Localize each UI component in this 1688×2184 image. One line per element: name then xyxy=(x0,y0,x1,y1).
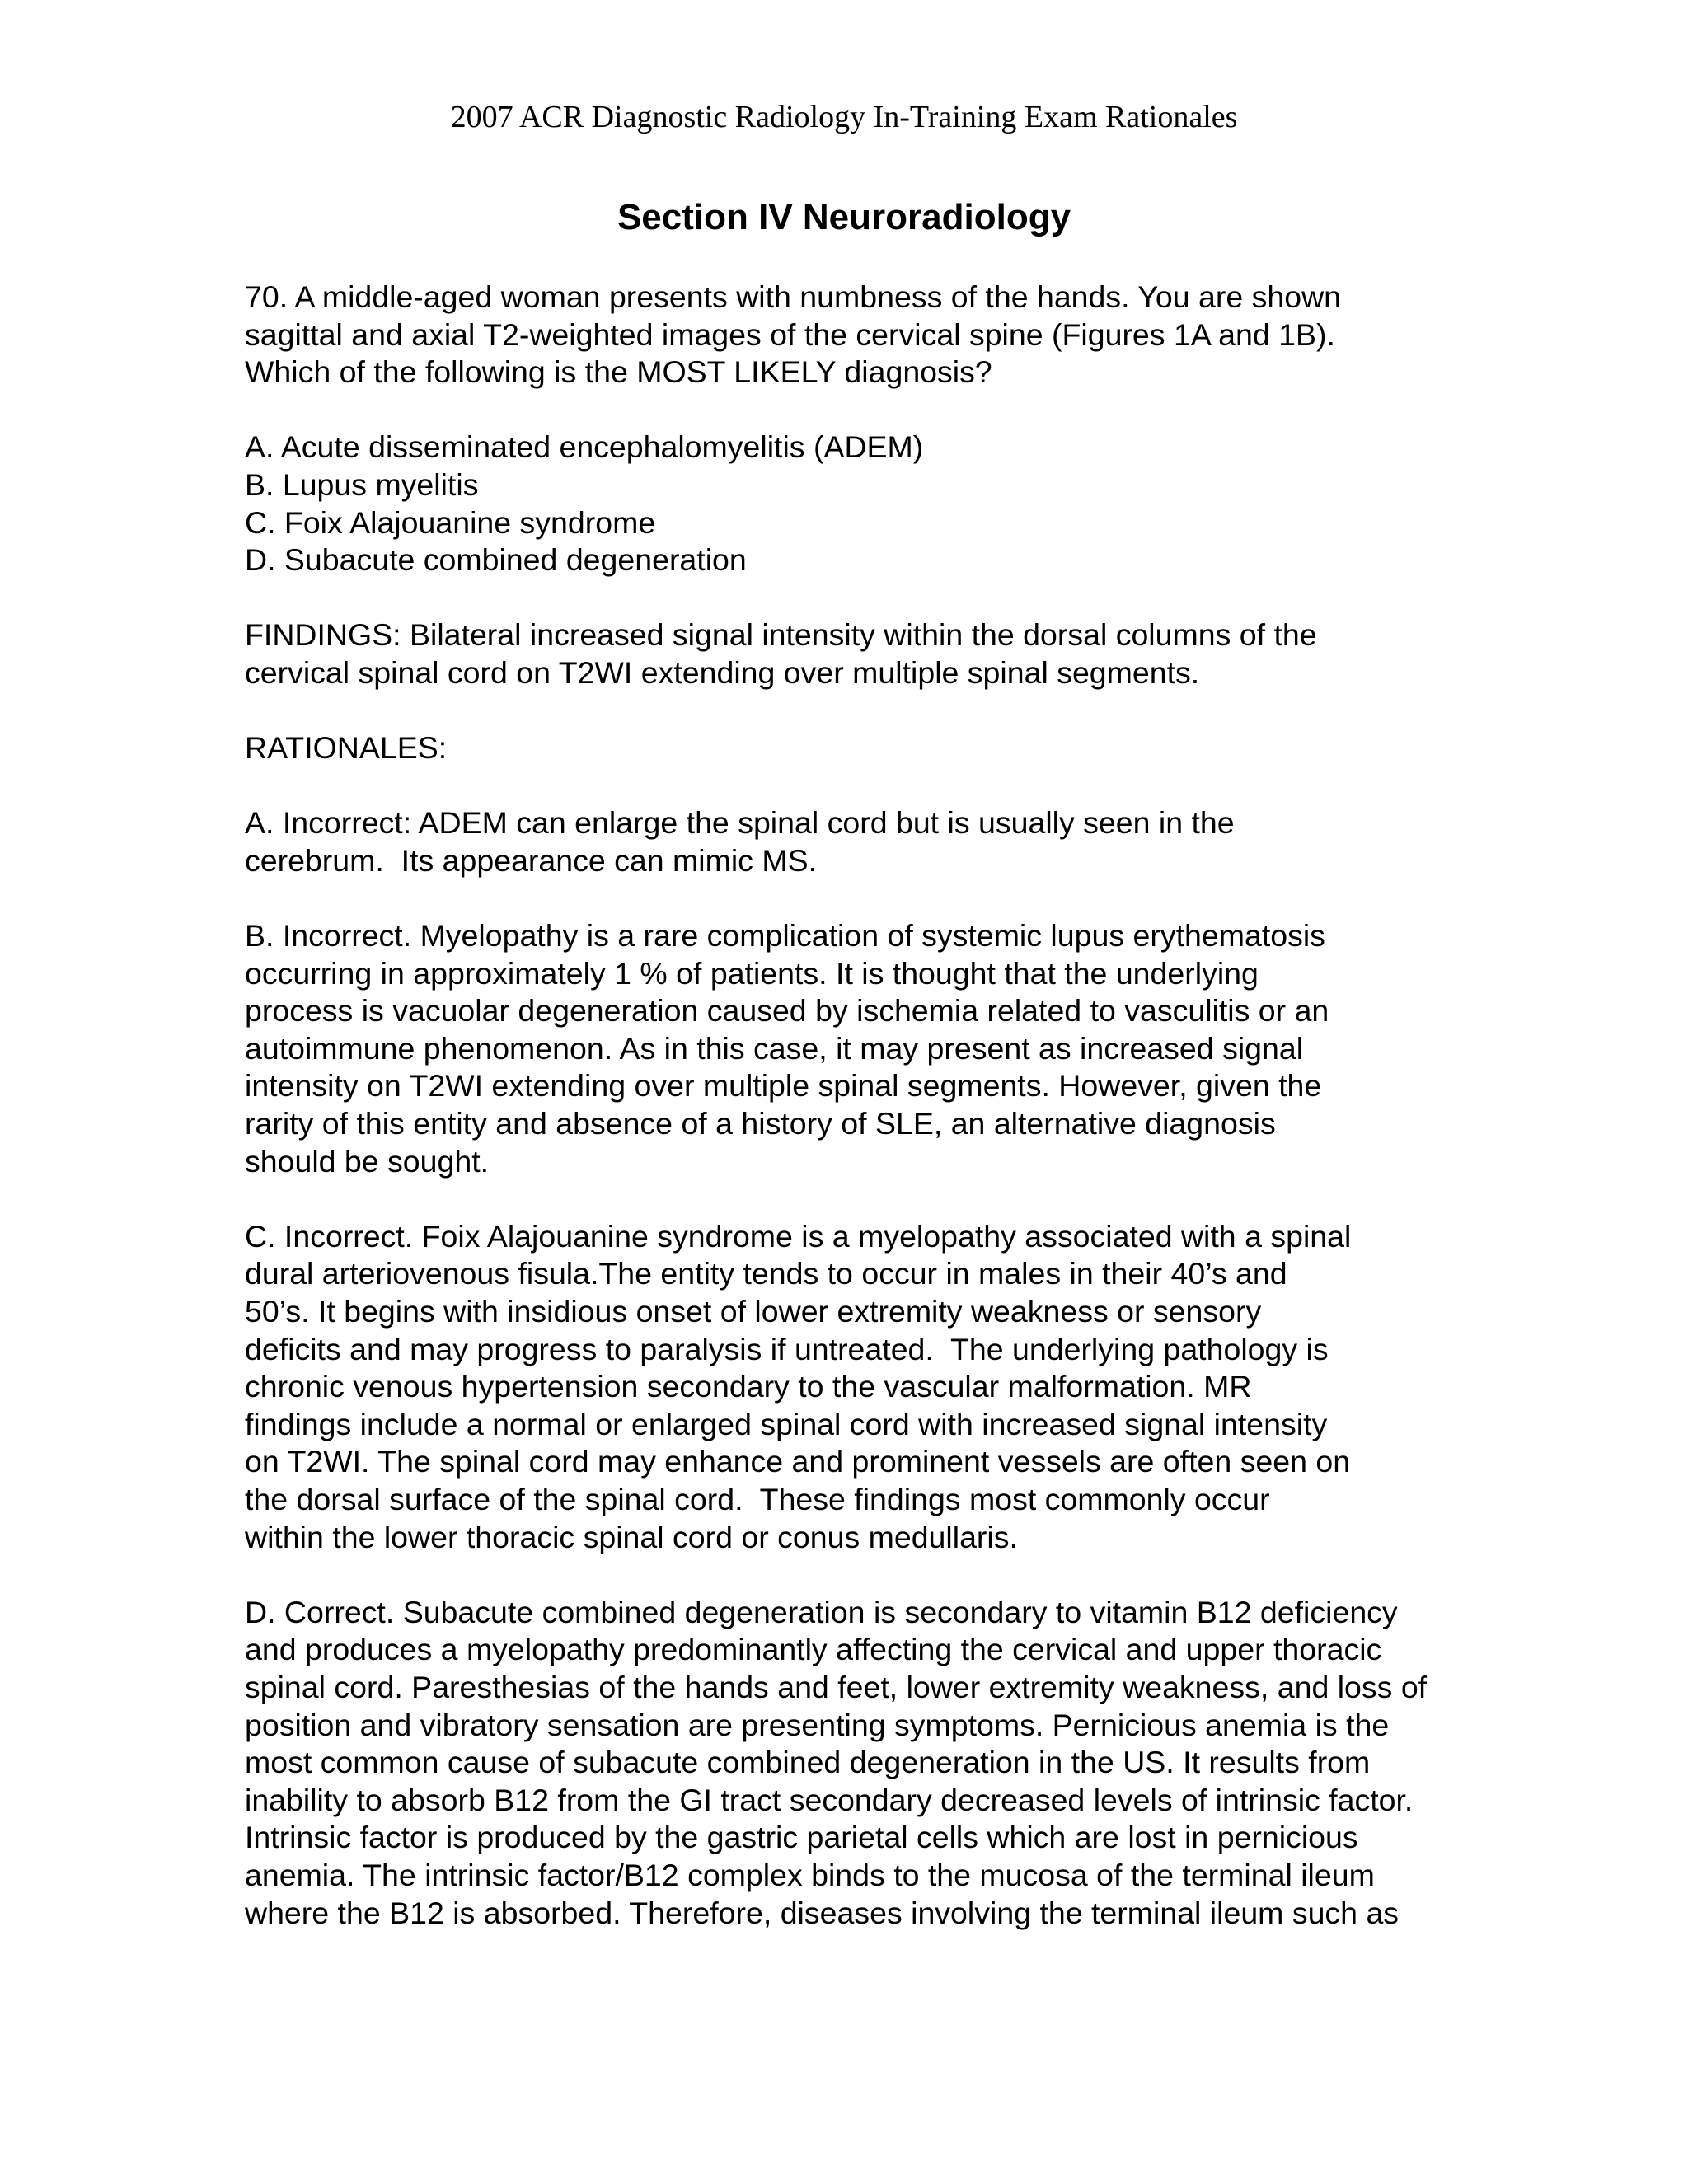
answer-option-b: B. Lupus myelitis xyxy=(245,466,479,502)
rationale-d-line: inability to absorb B12 from the GI tract secondary decreased levels of intrinsic factor. xyxy=(245,1782,1414,1817)
rationales-heading xyxy=(245,729,1531,767)
rationale-a-line: cerebrum. Its appearance can mimic MS. xyxy=(245,842,818,878)
rationale-b-line: rarity of this entity and absence of a history of SLE, an alternative diagnosis xyxy=(245,1106,1276,1141)
rationale-d-line: spinal cord. Paresthesias of the hands and feet, lower extremity weakness, and loss of xyxy=(245,1669,1428,1704)
document-body xyxy=(245,279,1531,1970)
answer-option-a: A. Acute disseminated encephalomyelitis (ADEM) xyxy=(245,429,924,465)
rationale-c-line: on T2WI. The spinal cord may enhance and prominent vessels are often seen on xyxy=(245,1444,1351,1479)
rationale-d-paragraph xyxy=(245,1594,1531,1932)
rationale-c-line: dural arteriovenous fisula.The entity tends to occur in males in their 40’s and xyxy=(245,1256,1287,1291)
rationales-heading-text: RATIONALES: xyxy=(245,730,448,766)
section-title: Section IV Neuroradiology xyxy=(617,197,1071,237)
rationale-b-paragraph xyxy=(245,917,1531,1180)
rationale-d-line: position and vibratory sensation are presenting symptoms. Pernicious anemia is the xyxy=(245,1707,1390,1742)
rationale-d-line: anemia. The intrinsic factor/B12 complex binds to the mucosa of the terminal ileum xyxy=(245,1857,1375,1892)
rationale-d-line: where the B12 is absorbed. Therefore, diseases involving the terminal ileum such as xyxy=(245,1895,1400,1930)
rationale-b-line: intensity on T2WI extending over multiple spinal segments. However, given the xyxy=(245,1068,1322,1104)
rationale-d-line: Intrinsic factor is produced by the gastric parietal cells which are lost in pernicious xyxy=(245,1820,1358,1855)
rationale-c-paragraph xyxy=(245,1218,1531,1556)
answer-option-c: C. Foix Alajouanine syndrome xyxy=(245,504,656,540)
answer-option-d: D. Subacute combined degeneration xyxy=(245,542,747,578)
question-line: 70. A middle-aged woman presents with numbness of the hands. You are shown xyxy=(245,279,1342,314)
rationale-d-line: D. Correct. Subacute combined degeneration is secondary to vitamin B12 deficiency xyxy=(245,1594,1398,1629)
question-line: sagittal and axial T2-weighted images of the cervical spine (Figures 1A and 1B). xyxy=(245,316,1335,352)
rationale-b-line: process is vacuolar degeneration caused by ischemia related to vasculitis or an xyxy=(245,993,1329,1029)
rationale-d-line: and produces a myelopathy predominantly affecting the cervical and upper thoracic xyxy=(245,1632,1382,1667)
rationale-a-line: A. Incorrect: ADEM can enlarge the spinal cord but is usually seen in the xyxy=(245,805,1235,841)
page-header: 2007 ACR Diagnostic Radiology In-Training Exam Rationales xyxy=(450,100,1238,134)
rationale-c-line: the dorsal surface of the spinal cord. These findings most commonly occur xyxy=(245,1482,1270,1516)
rationale-d-line: most common cause of subacute combined degeneration in the US. It results from xyxy=(245,1745,1371,1780)
findings-paragraph xyxy=(245,616,1531,691)
answer-options xyxy=(245,429,1531,579)
rationale-c-line: chronic venous hypertension secondary to the vascular malformation. MR xyxy=(245,1369,1252,1404)
findings-line: cervical spinal cord on T2WI extending over multiple spinal segments. xyxy=(245,654,1200,690)
rationale-c-line: findings include a normal or enlarged spinal cord with increased signal intensity xyxy=(245,1406,1328,1441)
rationale-a-paragraph xyxy=(245,804,1531,879)
rationale-b-line: occurring in approximately 1 % of patients. It is thought that the underlying xyxy=(245,955,1259,991)
rationale-c-line: deficits and may progress to paralysis if untreated. The underlying pathology is xyxy=(245,1331,1329,1366)
rationale-c-line: 50’s. It begins with insidious onset of lower extremity weakness or sensory xyxy=(245,1294,1262,1329)
rationale-c-line: C. Incorrect. Foix Alajouanine syndrome is a myelopathy associated with a spinal xyxy=(245,1218,1352,1254)
rationale-b-line: autoimmune phenomenon. As in this case, it may present as increased signal xyxy=(245,1030,1304,1066)
rationale-b-line: B. Incorrect. Myelopathy is a rare complication of systemic lupus erythematosis xyxy=(245,918,1325,954)
question-line: Which of the following is the MOST LIKELY diagnosis? xyxy=(245,354,992,390)
findings-line: FINDINGS: Bilateral increased signal intensity within the dorsal columns of the xyxy=(245,617,1317,653)
rationale-b-line: should be sought. xyxy=(245,1143,490,1179)
question-stem xyxy=(245,279,1531,391)
rationale-c-line: within the lower thoracic spinal cord or conus medullaris. xyxy=(245,1519,1018,1554)
